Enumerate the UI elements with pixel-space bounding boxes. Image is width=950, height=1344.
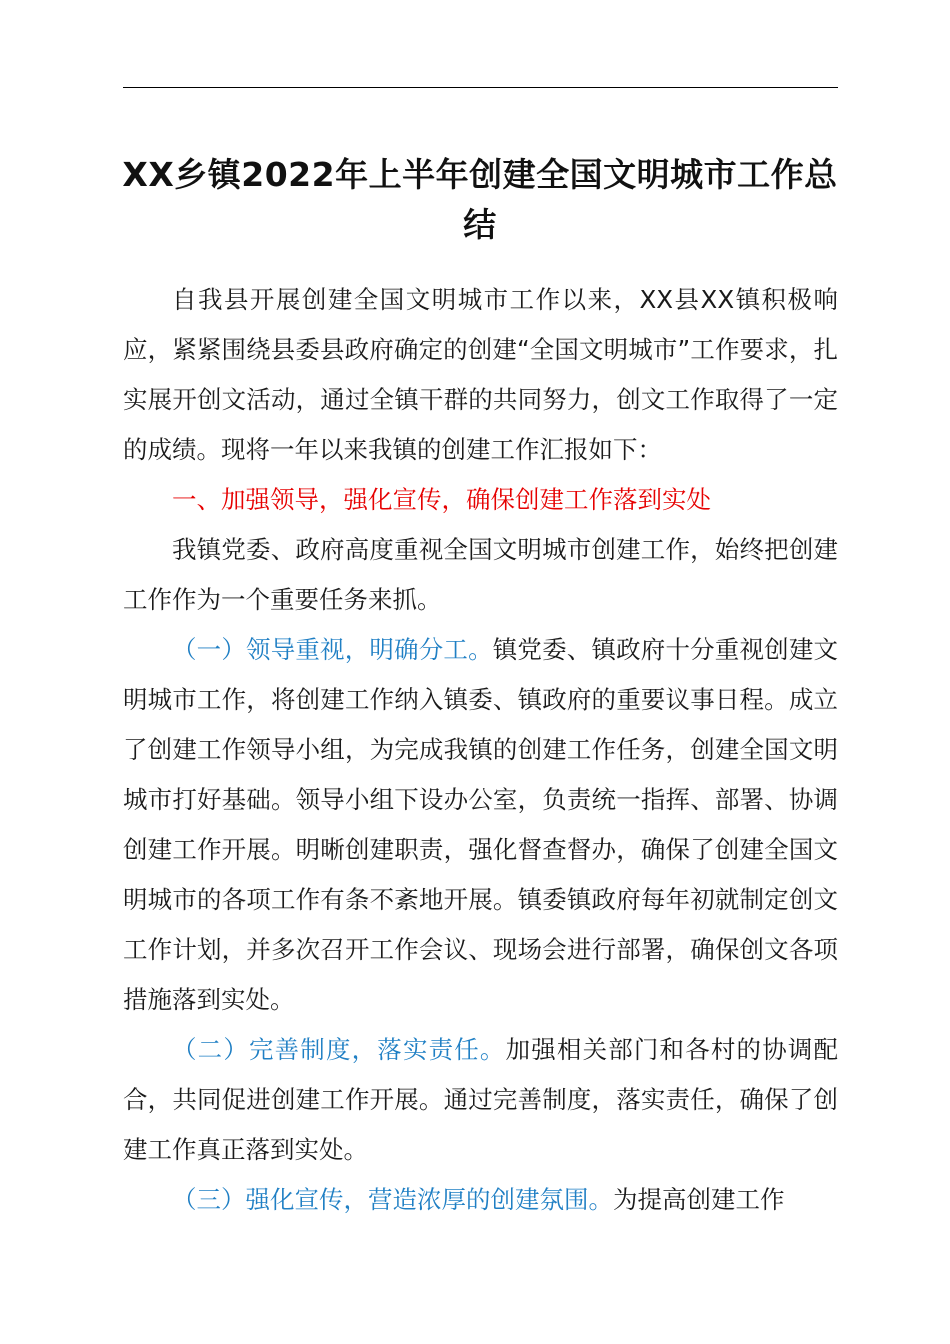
intro-paragraph: [123, 275, 838, 475]
subsection-1-text: 镇党委、镇政府十分重视创建文明城市工作，将创建工作纳入镇委、镇政府的重要议事日程。成立了创建工作领导小组，为完成我镇的创建工作任务，创建全国文明城市打好基础。领导小组下设办公室，负责统一指挥、部署、协调创建工作开展。明晰创建职责，强化督查督办，确保了创建全国文明城市的各项工作有条不紊地开展。镇委镇政府每年初就制定创文工作计划，并多次召开工作会议、现场会进行部署，确保创文各项措施落到实处。: [123, 635, 838, 1014]
subsection-3-text: 为提高创建工作: [613, 1185, 785, 1214]
intro-text: 自我县开展创建全国文明城市工作以来，XX县XX镇积极响应，紧紧围绕县委县政府确定的创建“全国文明城市”工作要求，扎实展开创文活动，通过全镇干群的共同努力，创文工作取得了一定的成绩。现将一年以来我镇的创建工作汇报如下：: [123, 285, 838, 464]
document-body: [123, 275, 838, 1225]
subsection-1-paragraph: [123, 625, 838, 1025]
subsection-3-heading: （三）强化宣传，营造浓厚的创建氛围。: [172, 1185, 613, 1214]
subsection-2-text: 加强相关部门和各村的协调配合，共同促进创建工作开展。通过完善制度，落实责任，确保了创建工作真正落到实处。: [123, 1035, 839, 1164]
section-1-text: 我镇党委、政府高度重视全国文明城市创建工作，始终把创建工作作为一个重要任务来抓。: [123, 535, 838, 614]
subsection-1-heading: （一）领导重视，明确分工。: [172, 635, 493, 664]
subsection-3-paragraph: [123, 1175, 838, 1225]
subsection-2-heading: （二）完善制度，落实责任。: [172, 1035, 506, 1064]
subsection-2-paragraph: [123, 1025, 838, 1175]
header-rule: [123, 87, 838, 88]
document-title: XX乡镇2022年上半年创建全国文明城市工作总结: [122, 155, 838, 244]
section-1-paragraph: [123, 525, 838, 625]
section-heading-1: [123, 475, 838, 525]
section-heading-1-text: 一、加强领导，强化宣传，确保创建工作落到实处: [172, 485, 711, 514]
